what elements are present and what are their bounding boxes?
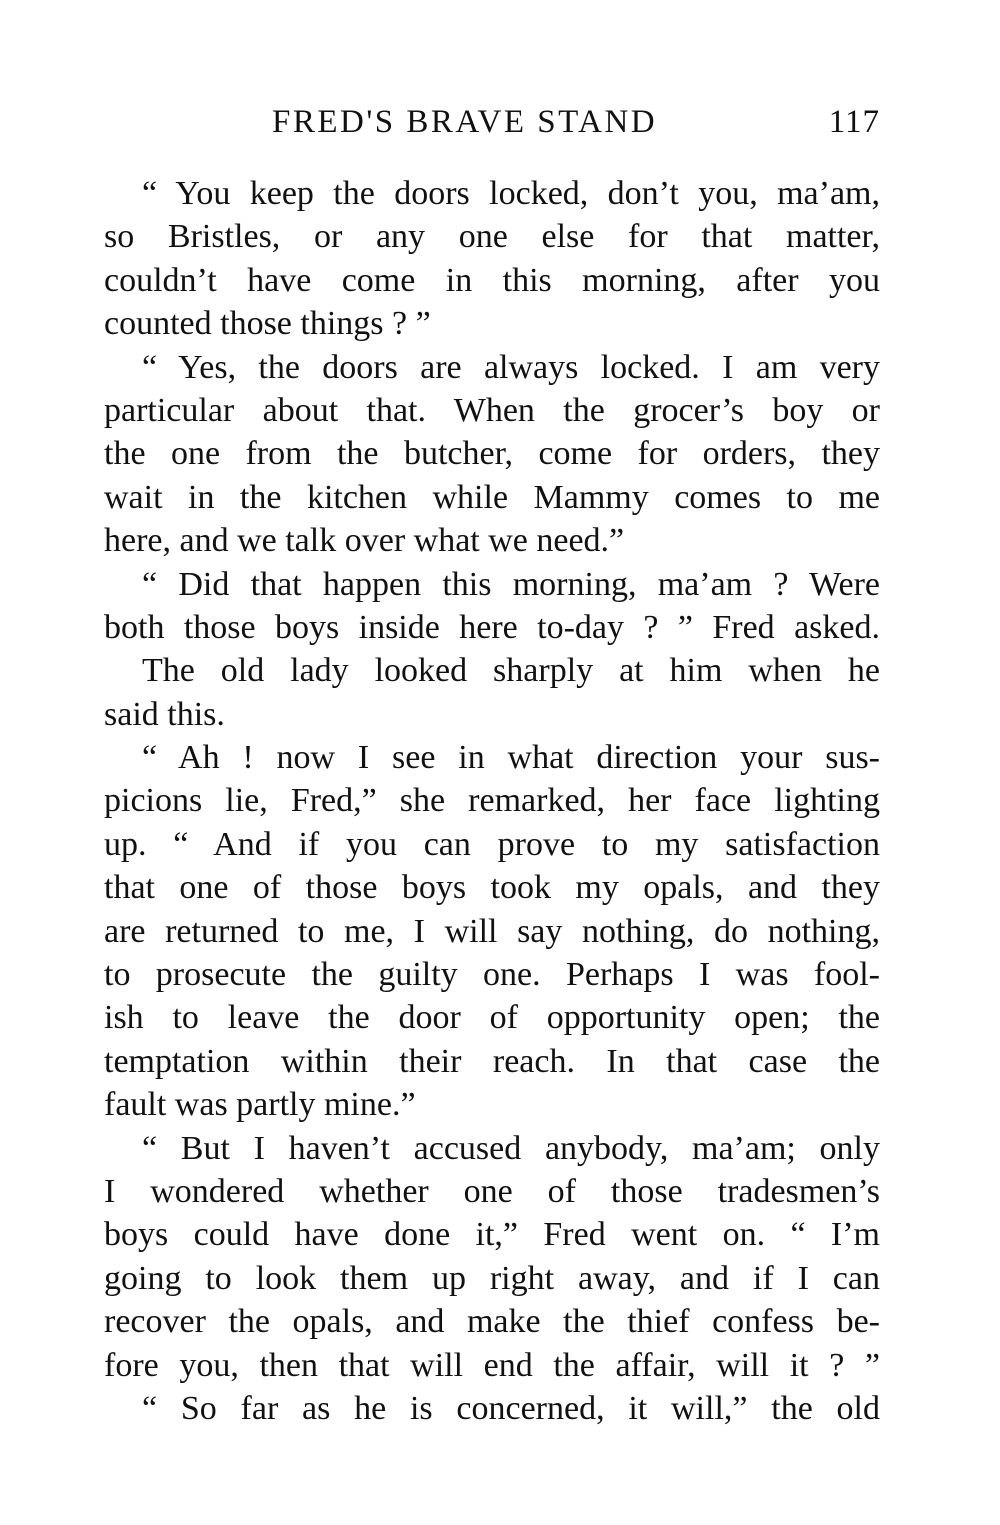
text-line: boys could have done it,” Fred went on. “ I’m <box>104 1216 880 1254</box>
body-text <box>104 172 880 1430</box>
text-line: here, and we talk over what we need.” <box>104 522 625 560</box>
text-line: said this. <box>104 695 225 733</box>
text-line: so Bristles, or any one else for that matter, <box>104 218 880 256</box>
text-line: fore you, then that will end the affair, will it ? ” <box>104 1346 880 1384</box>
text-line: counted those things ? ” <box>104 305 431 343</box>
text-line: the one from the butcher, come for orders, they <box>104 435 880 473</box>
text-line: I wondered whether one of those tradesmen’s <box>104 1172 880 1210</box>
text-line: are returned to me, I will say nothing, do nothing, <box>104 912 880 950</box>
page-number: 117 <box>828 104 880 140</box>
text-line: fault was partly mine.” <box>104 1086 416 1124</box>
text-line: The old lady looked sharply at him when he <box>142 652 880 690</box>
running-head <box>104 104 880 150</box>
text-line: temptation within their reach. In that case the <box>104 1042 880 1080</box>
text-line: to prosecute the guilty one. Perhaps I was fool- <box>104 956 880 994</box>
text-line: picions lie, Fred,” she remarked, her face lighting <box>104 782 880 820</box>
text-line: “ So far as he is concerned, it will,” the old <box>142 1389 880 1427</box>
running-head-title: FRED'S BRAVE STAND <box>272 104 658 140</box>
text-line: recover the opals, and make the thief confess be- <box>104 1303 880 1341</box>
text-line: up. “ And if you can prove to my satisfaction <box>104 825 880 863</box>
text-line: both those boys inside here to-day ? ” Fred asked. <box>104 608 880 646</box>
text-line: going to look them up right away, and if I can <box>104 1259 880 1297</box>
text-line: “ Ah ! now I see in what direction your sus- <box>142 739 880 777</box>
text-line: “ But I haven’t accused anybody, ma’am; only <box>142 1129 880 1167</box>
text-line: “ You keep the doors locked, don’t you, ma’am, <box>142 175 880 212</box>
text-line: “ Yes, the doors are always locked. I am very <box>142 348 880 386</box>
text-line: particular about that. When the grocer’s boy or <box>104 391 880 429</box>
text-line: “ Did that happen this morning, ma’am ? Were <box>142 565 880 603</box>
text-line: couldn’t have come in this morning, after you <box>104 261 880 299</box>
text-line: ish to leave the door of opportunity open; the <box>104 999 880 1037</box>
text-line: wait in the kitchen while Mammy comes to me <box>104 478 880 516</box>
text-line: that one of those boys took my opals, and they <box>104 869 880 907</box>
